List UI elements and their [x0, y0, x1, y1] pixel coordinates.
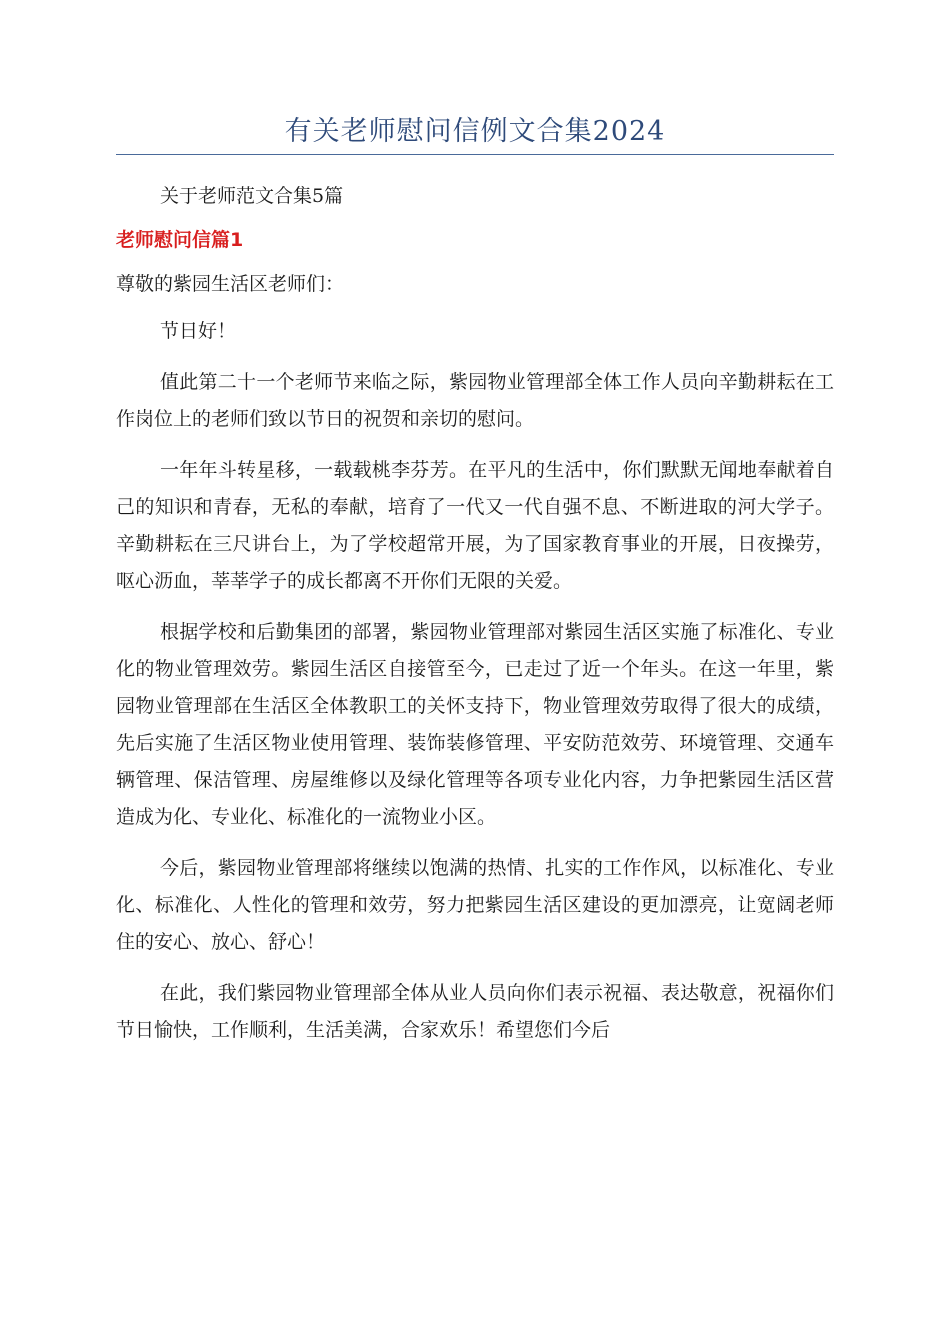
section-heading: 老师慰问信篇1 — [116, 229, 244, 251]
document-title: 有关老师慰问信例文合集2024 — [284, 116, 666, 147]
paragraph-4: 今后，紫园物业管理部将继续以饱满的热情、扎实的工作作风，以标准化、专业化、标准化、人性化的管理和效劳，努力把紫园生活区建设的更加漂亮，让宽阔老师住的安心、放心、舒心！ — [116, 857, 834, 953]
paragraph-3: 根据学校和后勤集团的部署，紫园物业管理部对紫园生活区实施了标准化、专业化的物业管理效劳。紫园生活区自接管至今，已走过了近一个年头。在这一年里，紫园物业管理部在生活区全体教职工的关怀支持下，物业管理效劳取得了很大的成绩，先后实施了生活区物业使用管理、装饰装修管理、平安防范效劳、环境管理、交通车辆管理、保洁管理、房屋维修以及绿化管理等各项专业化内容，力争把紫园生活区营造成为化、专业化、标准化的一流物业小区。 — [116, 621, 834, 828]
title-underline — [116, 154, 834, 155]
paragraph-1: 值此第二十一个老师节来临之际，紫园物业管理部全体工作人员向辛勤耕耘在工作岗位上的老师们致以节日的祝贺和亲切的慰问。 — [116, 371, 834, 430]
document-page — [116, 110, 834, 1049]
paragraph-greeting: 节日好！ — [160, 320, 237, 342]
document-subtitle: 关于老师范文合集5篇 — [160, 185, 344, 207]
paragraph-5: 在此，我们紫园物业管理部全体从业人员向你们表示祝福、表达敬意，祝福你们节日愉快，工作顺利，生活美满，合家欢乐！希望您们今后 — [116, 982, 834, 1041]
salutation: 尊敬的紫园生活区老师们： — [116, 273, 345, 295]
paragraph-2: 一年年斗转星移，一载载桃李芬芳。在平凡的生活中，你们默默无闻地奉献着自己的知识和青春，无私的奉献，培育了一代又一代自强不息、不断进取的河大学子。辛勤耕耘在三尺讲台上，为了学校超常开展，为了国家教育事业的开展，日夜操劳，呕心沥血，莘莘学子的成长都离不开你们无限的关爱。 — [116, 459, 834, 592]
